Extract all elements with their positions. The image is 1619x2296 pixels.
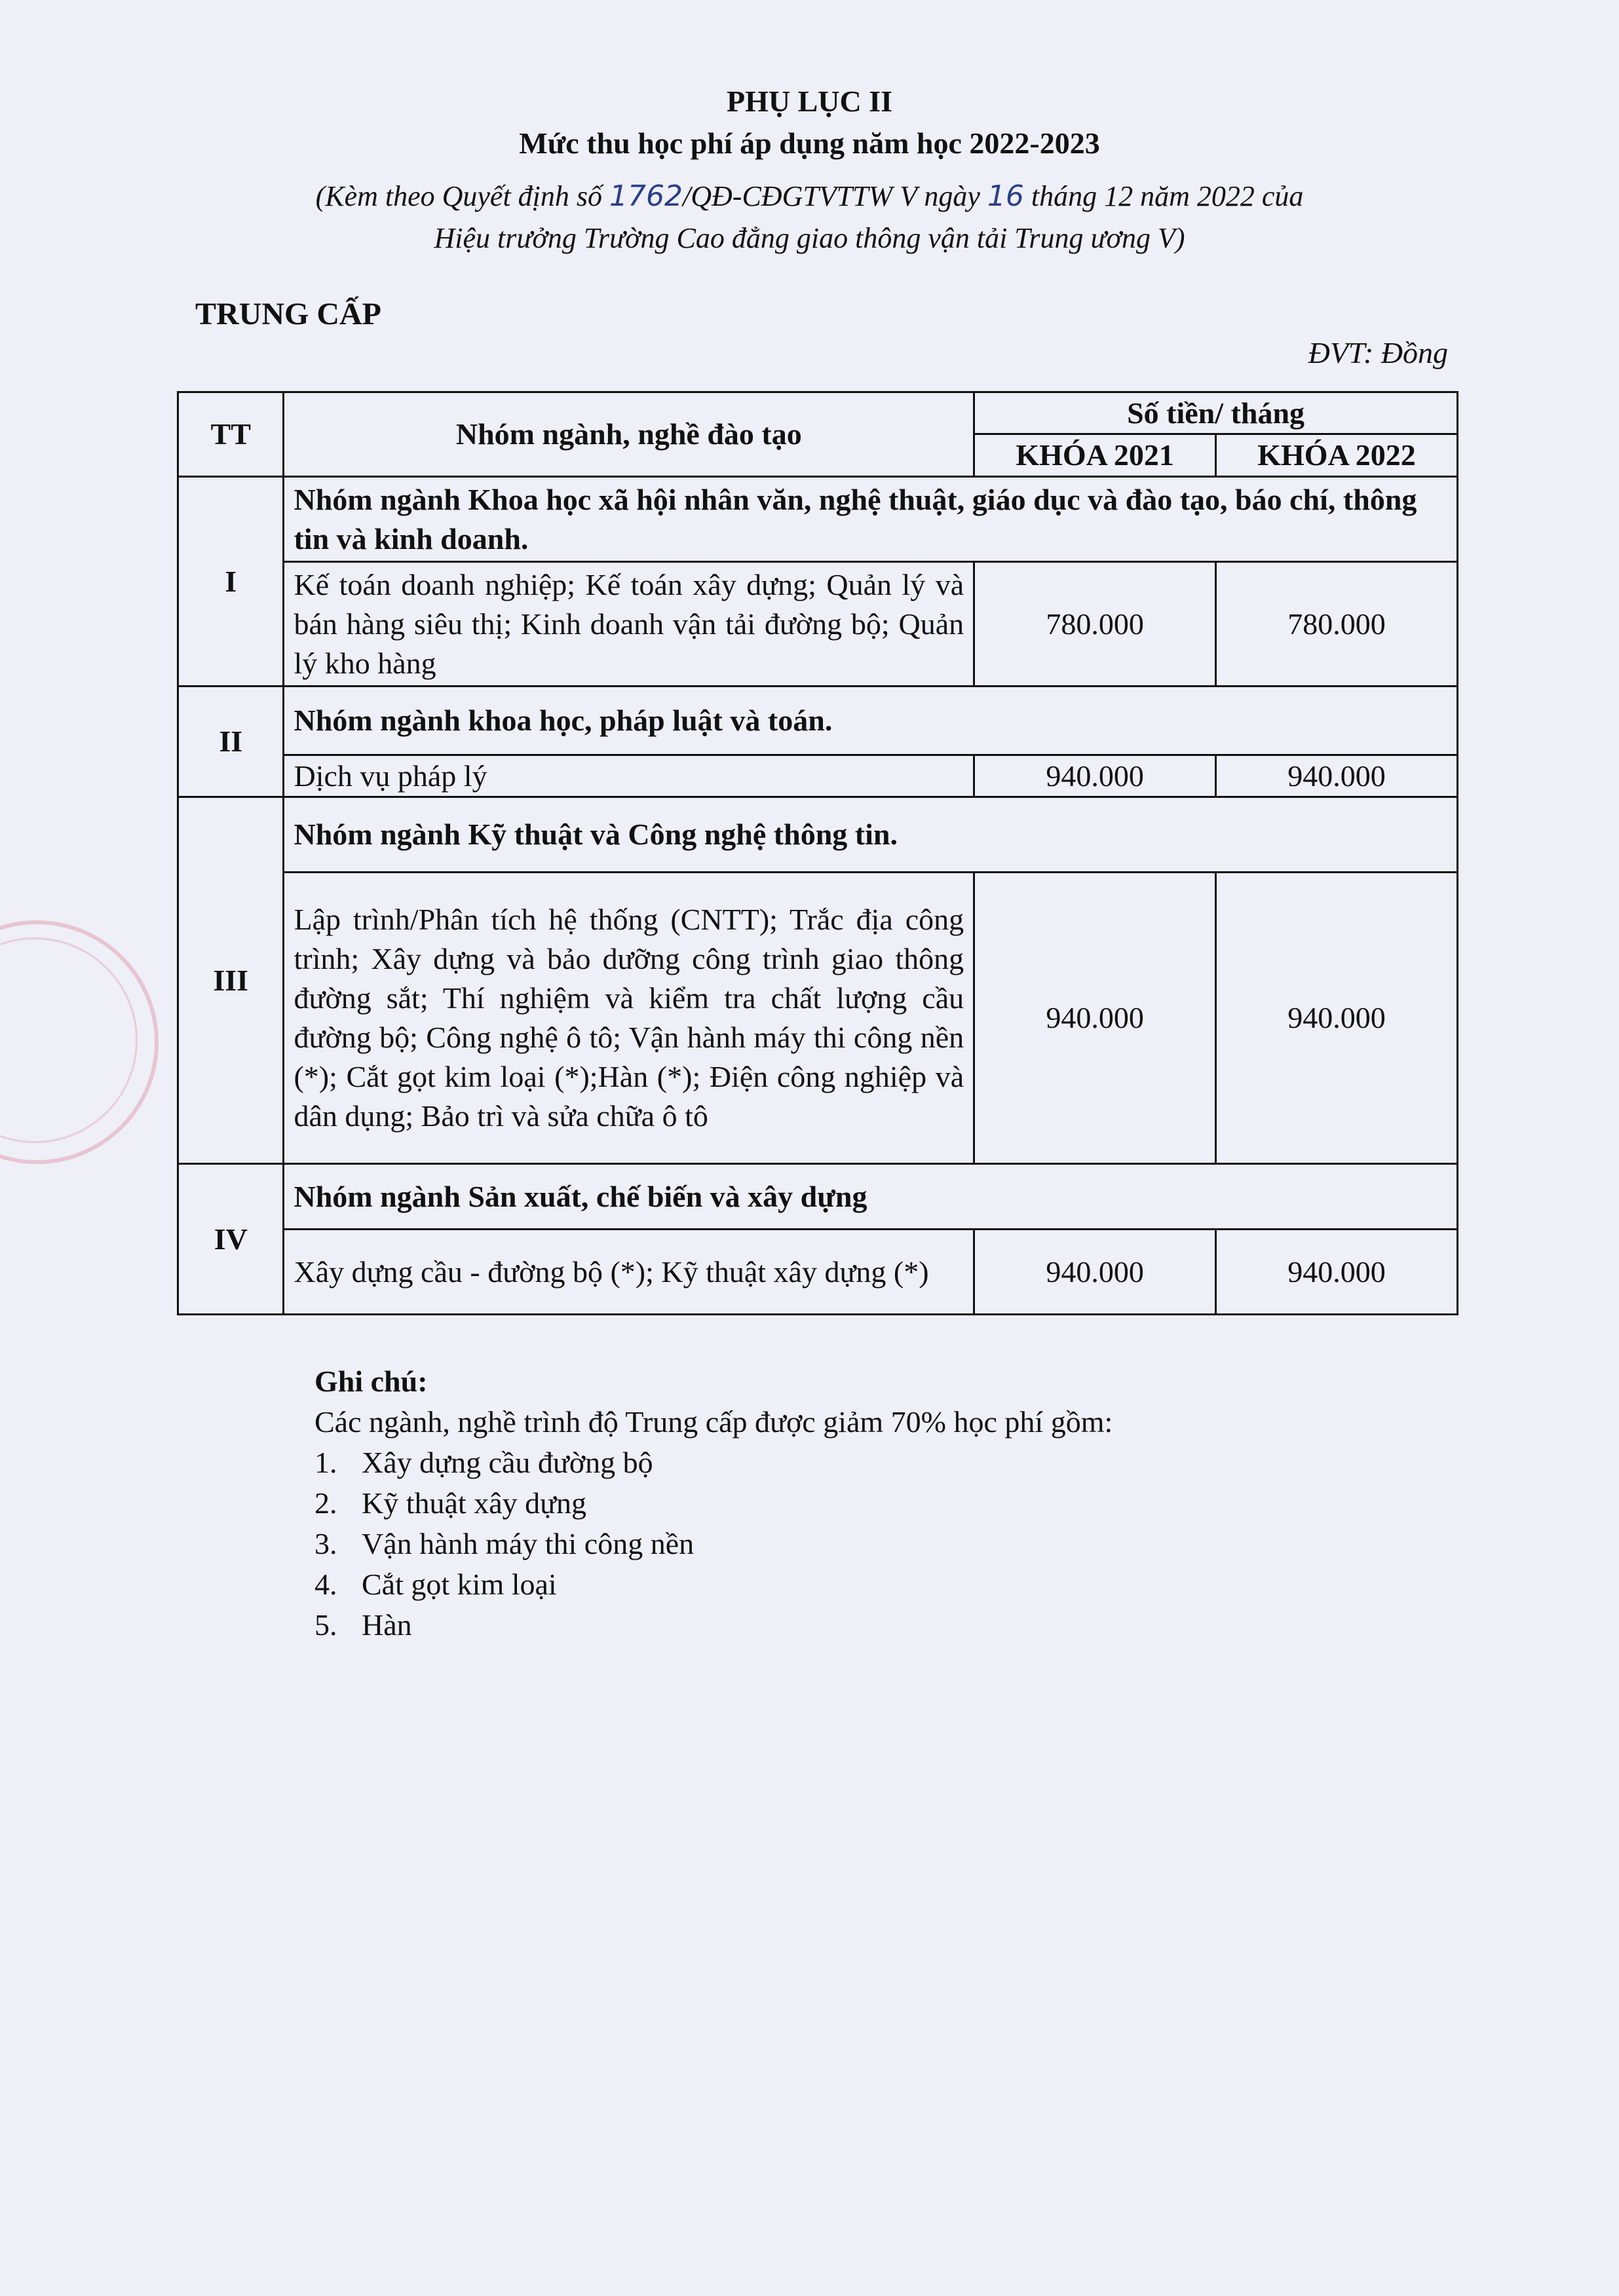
notes-section — [314, 1361, 1113, 1646]
group-row — [178, 1164, 1458, 1230]
group-row — [178, 687, 1458, 755]
group-number: II — [178, 687, 284, 797]
group-number: IV — [178, 1164, 284, 1315]
fee-khoa-2021: 940.000 — [974, 755, 1216, 797]
training-level-heading: TRUNG CẤP — [195, 297, 381, 331]
header-khoa-2022: KHÓA 2022 — [1216, 434, 1458, 477]
page-title: PHỤ LỤC II — [726, 85, 893, 118]
reference-line-1: (Kèm theo Quyết định số 1762/QĐ-CĐGTVTTW V ngày 16 tháng 12 năm 2022 của — [315, 179, 1304, 213]
group-name: Nhóm ngành Kỹ thuật và Công nghệ thông tin. — [284, 797, 1458, 873]
header-amount-per-month: Số tiền/ tháng — [974, 392, 1458, 434]
header-tt: TT — [178, 392, 284, 477]
group-name: Nhóm ngành Khoa học xã hội nhân văn, nghệ thuật, giáo dục và đào tạo, báo chí, thông tin và kinh doanh. — [284, 477, 1458, 562]
list-item: 5. Hàn — [314, 1608, 412, 1642]
fee-khoa-2022: 940.000 — [1216, 1230, 1458, 1315]
handwritten-day: 16 — [987, 179, 1024, 213]
list-item: 1. Xây dựng cầu đường bộ — [314, 1446, 653, 1479]
official-stamp — [0, 920, 159, 1164]
program-row — [178, 755, 1458, 797]
list-item: 4. Cắt gọt kim loại — [314, 1568, 557, 1601]
decision-reference — [0, 176, 1619, 259]
page-subtitle: Mức thu học phí áp dụng năm học 2022-2023 — [519, 126, 1100, 160]
handwritten-decision-number: 1762 — [609, 179, 683, 213]
currency-unit: ĐVT: Đồng — [1308, 336, 1448, 369]
program-list: Lập trình/Phân tích hệ thống (CNTT); Trắc địa công trình; Xây dựng và bảo dưỡng công trình giao thông đường sắt; Thí nghiệm và kiểm tra chất lượng cầu đường bộ; Công nghệ ô tô; Vận hành máy thi công nền (*); Cắt gọt kim loại (*);Hàn (*); Điện công nghiệp và dân dụng; Bảo trì và sửa chữa ô tô — [284, 873, 974, 1164]
program-row — [178, 562, 1458, 687]
group-row — [178, 477, 1458, 562]
header-khoa-2021: KHÓA 2021 — [974, 434, 1216, 477]
fee-khoa-2022: 940.000 — [1216, 755, 1458, 797]
list-item: 2. Kỹ thuật xây dựng — [314, 1486, 587, 1520]
fee-khoa-2022: 940.000 — [1216, 873, 1458, 1164]
notes-intro: Các ngành, nghề trình độ Trung cấp được giảm 70% học phí gồm: — [314, 1405, 1113, 1439]
tuition-fee-table — [177, 391, 1458, 1315]
group-number: III — [178, 797, 284, 1164]
reference-line-2: Hiệu trưởng Trường Cao đẳng giao thông vận tải Trung ương V) — [434, 222, 1185, 254]
header-program-group: Nhóm ngành, nghề đào tạo — [284, 392, 974, 477]
group-name: Nhóm ngành khoa học, pháp luật và toán. — [284, 687, 1458, 755]
program-list: Dịch vụ pháp lý — [284, 755, 974, 797]
fee-khoa-2022: 780.000 — [1216, 562, 1458, 687]
notes-heading: Ghi chú: — [314, 1364, 428, 1398]
group-number: I — [178, 477, 284, 687]
group-row — [178, 797, 1458, 873]
program-row — [178, 873, 1458, 1164]
fee-khoa-2021: 780.000 — [974, 562, 1216, 687]
list-item: 3. Vận hành máy thi công nền — [314, 1527, 695, 1560]
program-row — [178, 1230, 1458, 1315]
program-list: Kế toán doanh nghiệp; Kế toán xây dựng; Quản lý và bán hàng siêu thị; Kinh doanh vận tải đường bộ; Quản lý kho hàng — [284, 562, 974, 687]
fee-khoa-2021: 940.000 — [974, 873, 1216, 1164]
program-list: Xây dựng cầu - đường bộ (*); Kỹ thuật xây dựng (*) — [284, 1230, 974, 1315]
group-name: Nhóm ngành Sản xuất, chế biến và xây dựng — [284, 1164, 1458, 1230]
discounted-program-list — [314, 1442, 1113, 1646]
fee-khoa-2021: 940.000 — [974, 1230, 1216, 1315]
